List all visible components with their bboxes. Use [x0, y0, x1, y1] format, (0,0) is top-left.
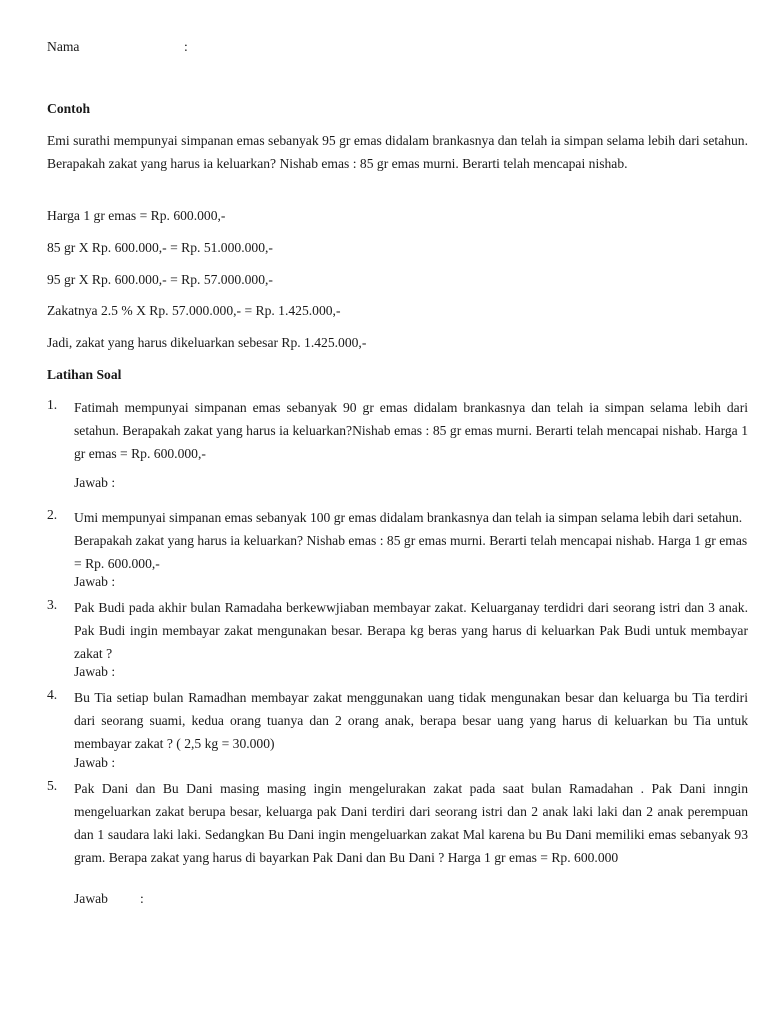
item-text: Pak Dani dan Bu Dani masing masing ingin mengelurakan zakat pada saat bulan Ramadahan . Pak Dani inngin mengeluarkan zakat berupa besar, keluarga pak Dani terdiri dari seorang istri dan 2 anak laki laki dan 2 anak perempuan dan 1 saudara laki laki. Sedangkan Bu Dani ingin mengeluarkan zakat Mal karena bu Bu Dani memiliki emas sebanyak 93 gram. Berapa zakat yang harus di bayarkan Pak Dani dan Bu Dani ? Harga 1 gr emas = Rp. 600.000	[74, 781, 748, 865]
name-colon: :	[184, 39, 188, 54]
name-label: Nama	[47, 39, 80, 54]
item-number: 5.	[47, 778, 58, 793]
item-text: Fatimah mempunyai simpanan emas sebanyak 90 gr emas didalam brankasnya dan telah ia simpan selama lebih dari setahun. Berapakah zakat yang harus ia keluarkan?Nishab emas : 85 gr emas murni. Berarti telah mencapai nishab. Harga 1 gr emas = Rp. 600.000,-	[74, 400, 748, 461]
jawab-colon: :	[140, 891, 144, 906]
item-number: 2.	[47, 507, 58, 522]
jawab-label: Jawab :	[74, 475, 116, 490]
item-text: Bu Tia setiap bulan Ramadhan membayar zakat menggunakan uang tidak mengunakan besar dan keluarga bu Tia terdiri dari seorang suami, kedua orang tuanya dan 2 orang anak, berapa besar uang yang harus di keluarkan bu Tia untuk membayar zakat ? ( 2,5 kg = 30.000)	[74, 690, 748, 751]
jawab-label: Jawab	[74, 891, 108, 906]
jawab-label: Jawab :	[74, 664, 116, 679]
contoh-line-harga: Harga 1 gr emas = Rp. 600.000,-	[47, 208, 226, 223]
contoh-line-zakat: Zakatnya 2.5 % X Rp. 57.000.000,- = Rp. 1.425.000,-	[47, 303, 341, 318]
jawab-label: Jawab :	[74, 755, 116, 770]
contoh-line-85gr: 85 gr X Rp. 600.000,- = Rp. 51.000.000,-	[47, 240, 273, 255]
item-text: Umi mempunyai simpanan emas sebanyak 100 gr emas didalam brankasnya dan telah ia simpan selama lebih dari setahun. Berapakah zakat yang harus ia keluarkan? Nishab emas : 85 gr emas murni. Berarti telah mencapai nishab. Harga 1 gr emas = Rp. 600.000,-	[74, 510, 748, 571]
item-number: 4.	[47, 687, 58, 702]
latihan-heading: Latihan Soal	[47, 367, 122, 382]
contoh-line-jadi: Jadi, zakat yang harus dikeluarkan sebesar Rp. 1.425.000,-	[47, 335, 367, 350]
contoh-paragraph: Emi surathi mempunyai simpanan emas sebanyak 95 gr emas didalam brankasnya dan telah ia simpan selama lebih dari setahun. Berapakah zakat yang harus ia keluarkan? Nishab emas : 85 gr emas murni. Berarti telah mencapai nishab.	[47, 133, 748, 171]
jawab-label: Jawab :	[74, 574, 116, 589]
item-number: 3.	[47, 597, 58, 612]
contoh-line-95gr: 95 gr X Rp. 600.000,- = Rp. 57.000.000,-	[47, 272, 273, 287]
item-text: Pak Budi pada akhir bulan Ramadaha berkewwjiaban membayar zakat. Keluarganay terdidri dari seorang istri dan 3 anak. Pak Budi ingin membayar zakat mengunakan besar. Berapa kg beras yang harus di keluarkan Pak Budi untuk membayar zakat ?	[74, 600, 748, 661]
contoh-heading: Contoh	[47, 101, 91, 116]
item-number: 1.	[47, 397, 58, 412]
